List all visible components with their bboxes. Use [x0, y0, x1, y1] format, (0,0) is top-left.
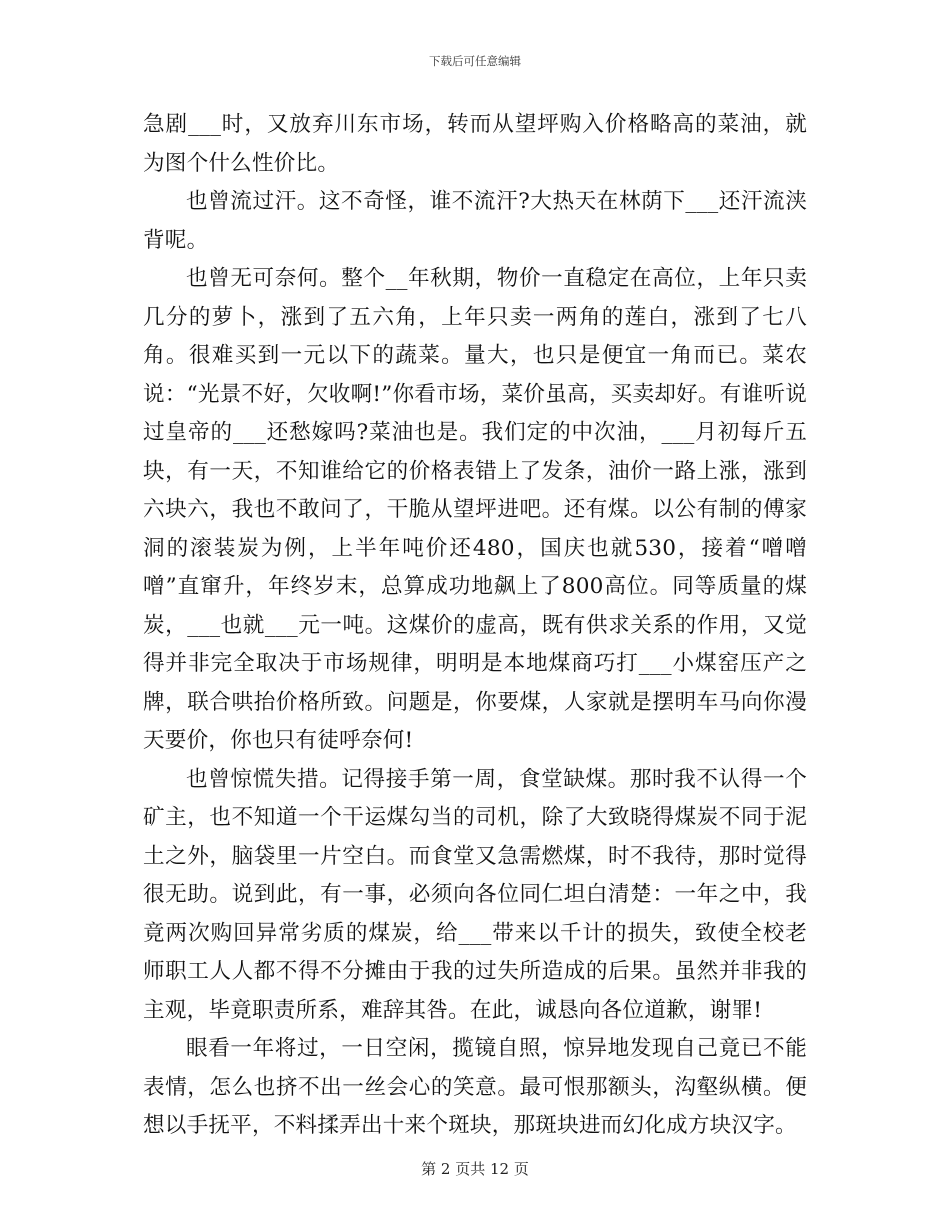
document-body [143, 106, 807, 1146]
page-header: 下载后可任意编辑 [429, 54, 521, 68]
page-number: 第 2 页共 12 页 [421, 1160, 529, 1178]
paragraph-continuation: 急剧___时，又放弃川东市场，转而从望坪购入价格略高的菜油，就为图个什么性价比。 [143, 112, 807, 176]
paragraph-sweat: 也曾流过汗。这不奇怪，谁不流汗?大热天在林荫下___还汗流浃背呢。 [143, 189, 807, 253]
paragraph-helpless: 也曾无可奈何。整个__年秋期，物价一直稳定在高位，上年只卖几分的萝卜，涨到了五六角，上年只卖一两角的莲白，涨到了七八角。很难买到一元以下的蔬菜。量大，也只是便宜一角而已。菜农说：“光景不好，欠收啊!”你看市场，菜价虽高，买卖却好。有谁听说过皇帝的___还愁嫁吗?菜油也是。我们定的中次油，___月初每斤五块，有一天，不知谁给它的价格表错上了发条，油价一路上涨，涨到六块六，我也不敢问了，干脆从望坪进吧。还有煤。以公有制的傅家洞的滚装炭为例，上半年吨价还480，国庆也就530，接着“噌噌噌”直窜升，年终岁末，总算成功地飙上了800高位。同等质量的煤炭，___也就___元一吨。这煤价的虚高，既有供求关系的作用，又觉得并非完全取决于市场规律，明明是本地煤商巧打___小煤窑压产之牌，联合哄抬价格所致。问题是，你要煤，人家就是摆明车马向你漫天要价，你也只有徒呼奈何! [143, 266, 807, 753]
paragraph-mirror: 眼看一年将过，一日空闲，揽镜自照，惊异地发现自己竟已不能表情，怎么也挤不出一丝会心的笑意。最可恨那额头，沟壑纵横。便想以手抚平，不料揉弄出十来个斑块，那斑块进而幻化成方块汉字。 [143, 1036, 807, 1138]
paragraph-panic: 也曾惊慌失措。记得接手第一周，食堂缺煤。那时我不认得一个矿主，也不知道一个干运煤勾当的司机，除了大致晓得煤炭不同于泥土之外，脑袋里一片空白。而食堂又急需燃煤，时不我待，那时觉得很无助。说到此，有一事，必须向各位同仁坦白清楚：一年之中，我竟两次购回异常劣质的煤炭，给___带来以千计的损失，致使全校老师职工人人都不得不分摊由于我的过失所造成的后果。虽然并非我的主观，毕竟职责所系，难辞其咎。在此，诚恳向各位道歉，谢罪! [143, 766, 807, 1023]
